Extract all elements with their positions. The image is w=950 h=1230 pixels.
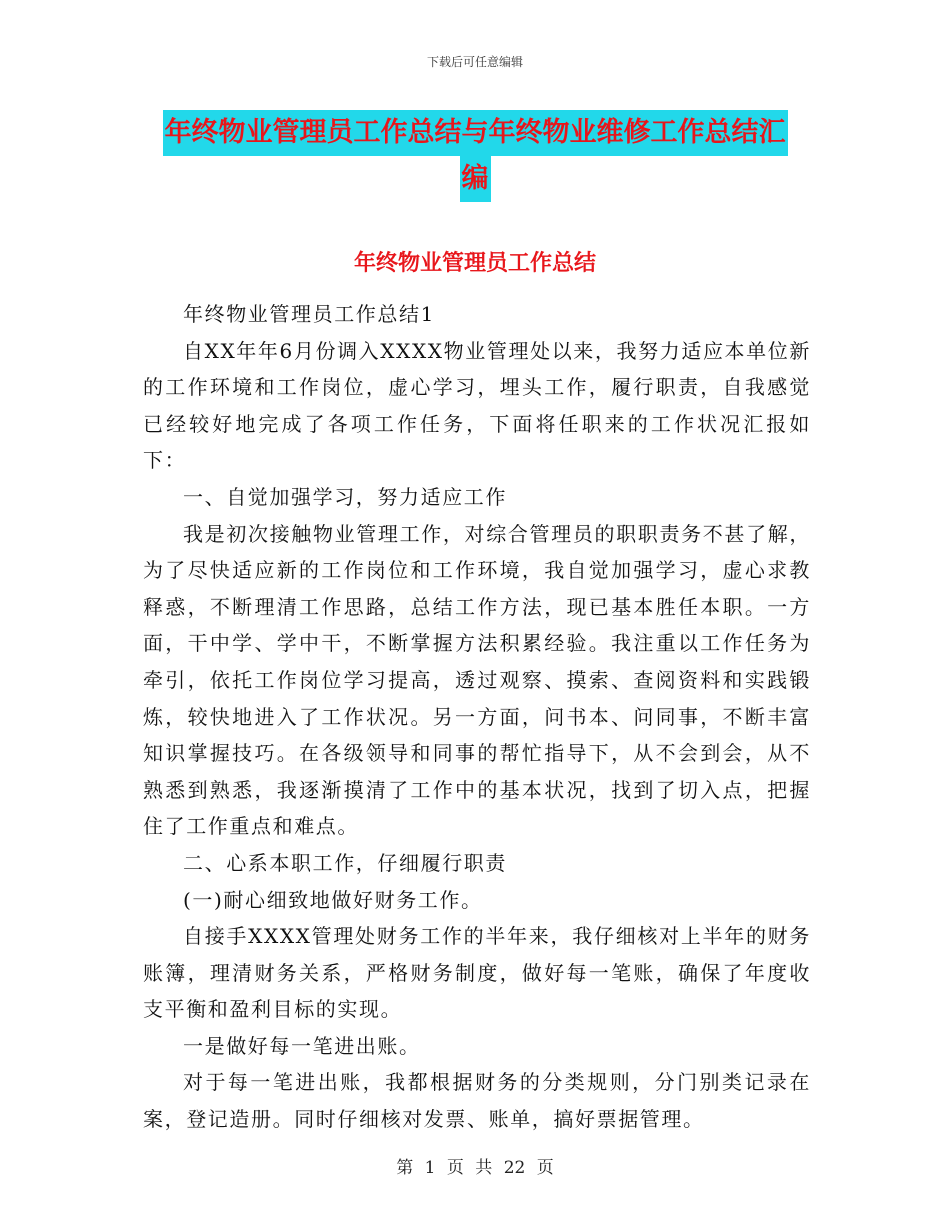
heading-2: 二、心系本职工作，仔细履行职责 <box>183 850 507 875</box>
subheading-finance: (一)耐心细致地做好财务工作。 <box>183 887 483 912</box>
item-accounts: 一是做好每一笔进出账。 <box>183 1033 421 1058</box>
page-footer: 第 1 页 共 22 页 <box>396 1158 554 1178</box>
heading-1: 一、自觉加强学习，努力适应工作 <box>183 484 507 509</box>
paragraph-accounts: 对于每一笔进出账，我都根据财务的分类规则，分门别类记录在案，登记造册。同时仔细核对发票、账单，搞好票据管理。 <box>143 1070 811 1132</box>
document-title-line-1: 年终物业管理员工作总结与年终物业维修工作总结汇 <box>163 110 788 156</box>
paragraph-intro: 自XX年年6月份调入XXXX物业管理处以来，我努力适应本单位新的工作环境和工作岗位，虚心学习，埋头工作，履行职责，自我感觉已经较好地完成了各项工作任务，下面将任职来的工作状况汇报如下： <box>143 338 811 473</box>
document-title <box>0 110 950 202</box>
paragraph-subtitle: 年终物业管理员工作总结1 <box>183 302 435 326</box>
section-title: 年终物业管理员工作总结 <box>353 251 596 276</box>
paragraph-finance: 自接手XXXX管理处财务工作的半年来，我仔细核对上半年的财务账簿，理清财务关系，严格财务制度，做好每一笔账，确保了年度收支平衡和盈利目标的实现。 <box>143 924 811 1022</box>
paragraph-study: 我是初次接触物业管理工作，对综合管理员的职职责务不甚了解，为了尽快适应新的工作岗位和工作环境，我自觉加强学习，虚心求教释惑，不断理清工作思路，总结工作方法，现已基本胜任本职。一方面，干中学、学中干，不断掌握方法积累经验。我注重以工作任务为牵引，依托工作岗位学习提高，透过观察、摸索、查阅资料和实践锻炼，较快地进入了工作状况。另一方面，问书本、问同事，不断丰富知识掌握技巧。在各级领导和同事的帮忙指导下，从不会到会，从不熟悉到熟悉，我逐渐摸清了工作中的基本状况，找到了切入点，把握住了工作重点和难点。 <box>143 521 811 839</box>
document-title-line-2: 编 <box>460 156 491 202</box>
header-note: 下载后可任意编辑 <box>426 55 523 69</box>
body-text <box>143 296 811 1138</box>
